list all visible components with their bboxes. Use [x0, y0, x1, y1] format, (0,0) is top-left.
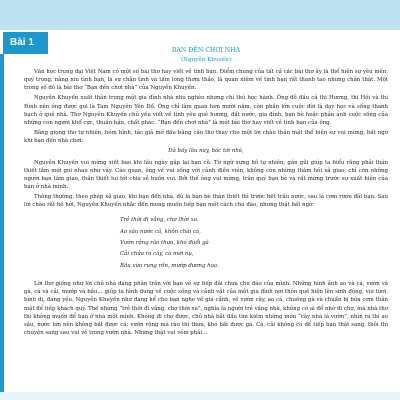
article-author: (Nguyễn Khuyến)	[180, 57, 231, 63]
poem-block	[24, 215, 388, 272]
paragraph: Bằng giọng thơ tự nhiên, hóm hỉnh, tác giả mở đầu bằng câu thơ thay cho một lời chào thân mật thể hiện sự vui mừng, bất ngờ khi bạn đến nhà chơi:	[24, 130, 388, 145]
paragraph: Văn học trung đại Việt Nam có một số bài thơ hay viết về tình bạn. Điểm chung của tất cả các bài thơ ấy là thể hiện sự yêu mến, quý trọng, nâng niu tình bạn, là sự chân tình và tấm lòng thơm thảo, là quan niệm về tình bạn rất thanh tao nhưng chân thật. Một trong số đó là bài thơ “Bạn đến chơi nhà” của Nguyễn Khuyến.	[24, 69, 388, 92]
poem-line: Trẻ thời đi vắng, chợ thời xa.	[120, 217, 199, 224]
article-title: BẠN ĐẾN CHƠI NHÀ	[171, 47, 241, 54]
poem-line: Bầu vừa rụng rốn, mướp đương hoa.	[120, 262, 219, 269]
article	[24, 46, 388, 339]
paragraph: Lời thơ giống như lời chủ nhà đang phân trần với bạn về sự tiếp đãi chưa chu đáo của mình. Những hình ảnh ao và cá, vườn và gà, cà và cải, mướp và bầu... giúp ta hình dung về cuộc sống và cảnh vật của một gia đình nơi thôn quê hiện lên sinh động, vui tươi, bình dị, đáng yêu. Nguyễn Khuyến như đang kể cho bạn nghe về gia cảnh, về vườn cây, ao cá, chuồng gà và chuẩn bị bữa cơm thân mật để tiếp khách quý. Thế nhưng “trẻ thời đi vắng, chợ thời xa”, nghĩa là người trẻ vắng nhà, không có ai để nhờ đi chợ, mà nhà thơ thì không muốn để bạn ở nhà một mình. Không đi chợ được, chủ nhà bắt đầu tìm kiếm những món “cây nhà lá vườn”, nhìn ra thì ao sâu, nước lớn nên không bắt được cá; vườn rộng mà rào thì thưa, khó bắt được gà. Cà, cải không có để tiếp bạn thật sang, thôi thì chuyện sang sau vui vẻ trong vườn nhà. Nhưng thật vui vẻm phải...	[24, 281, 388, 336]
paragraph: Nguyễn Khuyến xuất thân trong một gia đình nhà nho nghèo nhưng chí thú học hành. Ông đỗ đầu cả thi Hương, thi Hội và thi Đình nên ông được gọi là Tam Nguyên Yên Đổ. Ông chỉ làm quan hơn mười năm, còn phần lớn cuộc đời là dạy học và sống thanh bạch ở quê nhà. Thơ Nguyễn Khuyến chủ yếu viết về tình yêu quê hương, đất nước, gia đình, bạn bè hoặc phản ánh cuộc sống của những con người khổ cực, thuần hậu, chất phác. “Bạn đến chơi nhà” là một bài thơ hay viết về tình bạn của ông.	[24, 95, 388, 126]
header-band	[0, 0, 400, 30]
paragraph: Thông thường, theo phép xã giao, khi bạn đến nhà, dù là bạn bè thân thiết thì trước hết trầu nước, sau là cơm rượu đãi bạn. Sau lời chào rất hồ hởi, Nguyễn Khuyến nhắc đến mong muốn tiếp bạn một cách chu đáo, nhưng thật bất ngờ:	[24, 194, 388, 209]
poem-line: Cải chửa ra cây, cà mới nụ,	[120, 251, 194, 258]
lesson-badge: Bài 1	[3, 32, 48, 54]
opening-verse: Đã bấy lâu nay, bác tới nhà,	[168, 148, 244, 155]
paragraph: Nguyễn Khuyến vui mừng xiết bao khi lâu ngày gặp lại bạn cũ. Từ ngữ xưng hô tự nhiên, gần gũi giúp ta hiểu rằng phải thân thiết lắm mới gọi nhau như vậy. Cáo quan, ông về vui sống với cảnh điền viên, không còn những thăm hỏi xã giao, chỉ còn những người bạn tâm giao, thân thiết lui tới chia sẻ buồn vui. Bởi thế ông vui mừng, trân quý bạn bè và rất mừng trước sự xuất hiện của bạn ở nhà mình.	[24, 159, 388, 190]
poem-line: Vườn rộng rào thưa, khó đuổi gà	[120, 240, 209, 247]
left-rail	[0, 54, 4, 400]
bottom-band	[0, 392, 400, 400]
poem-line: Ao sâu nước cả, khôn chài cá,	[120, 228, 201, 235]
